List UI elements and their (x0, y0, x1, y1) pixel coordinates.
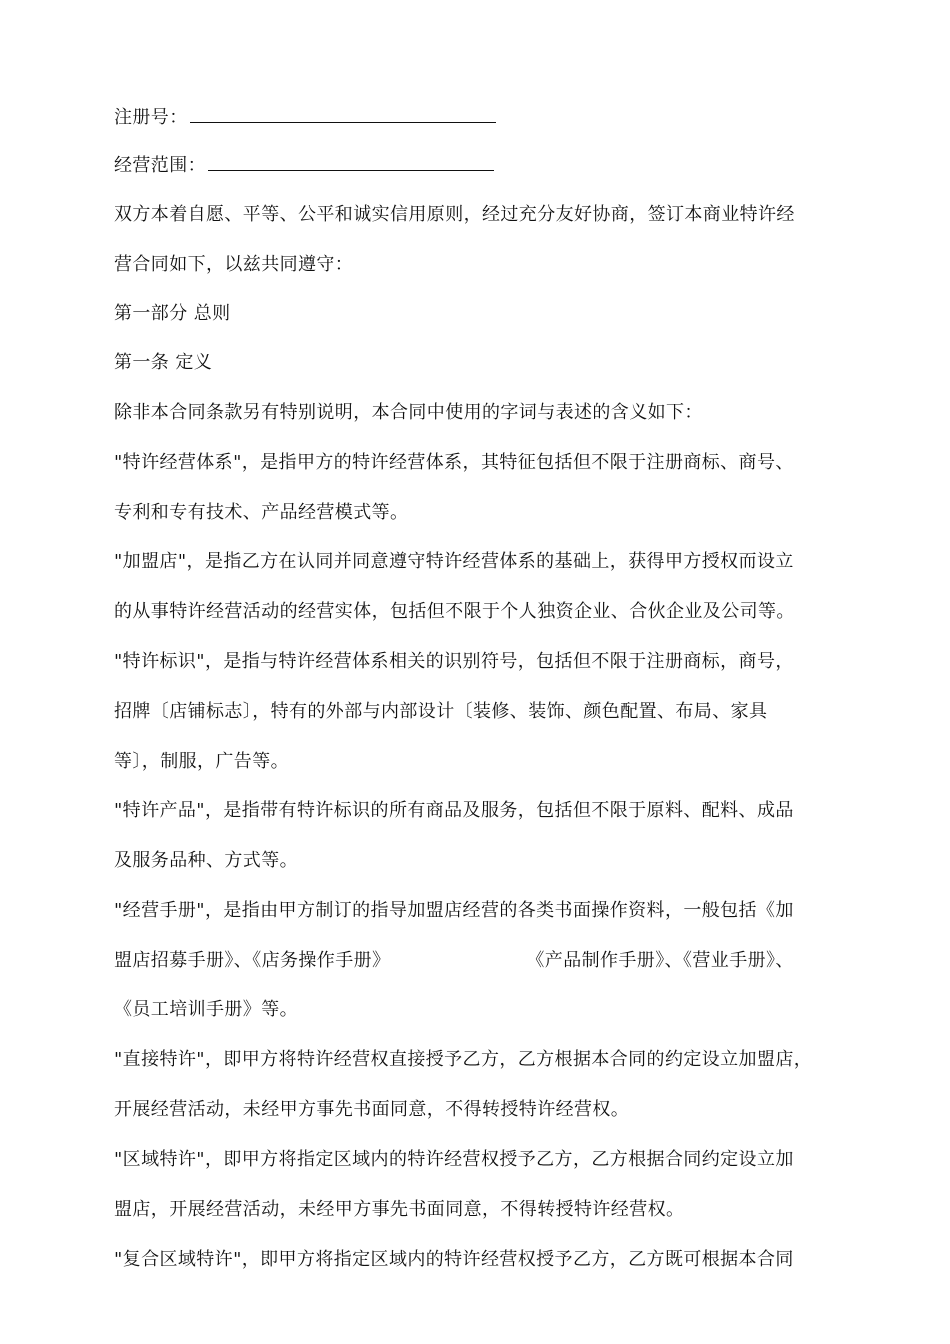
definition-system-line-2: 专利和专有技术、产品经营模式等。 (114, 502, 409, 523)
registration-number-line (114, 104, 496, 130)
business-scope-line (114, 152, 494, 178)
definition-mark-line-2: 招牌〔店铺标志〕，特有的外部与内部设计〔装修、装饰、颜色配置、布局、家具 (114, 701, 768, 722)
part-one-heading: 第一部分 总则 (114, 303, 231, 324)
definitions-intro: 除非本合同条款另有特别说明，本合同中使用的字词与表述的含义如下： (114, 402, 703, 423)
definition-mark-line-3: 等〕，制服，广告等。 (114, 751, 289, 772)
definition-store-line-1: "加盟店"，是指乙方在认同并同意遵守特许经营体系的基础上，获得甲方授权而设立 (114, 551, 794, 572)
business-scope-label: 经营范围： (114, 155, 206, 176)
registration-number-blank (190, 104, 496, 123)
manual-list-part-a: 盟店招募手册》、《店务操作手册》 (114, 950, 391, 971)
definition-manual-line-1: "经营手册"，是指由甲方制订的指导加盟店经营的各类书面操作资料，一般包括《加 (114, 900, 794, 921)
manual-list-part-b: 《产品制作手册》、《营业手册》、 (526, 950, 794, 971)
definition-regional-line-1: "区域特许"，即甲方将指定区域内的特许经营权授予乙方，乙方根据合同约定设立加 (114, 1149, 794, 1170)
definition-direct-line-2: 开展经营活动，未经甲方事先书面同意，不得转授特许经营权。 (114, 1099, 630, 1120)
definition-regional-line-2: 盟店，开展经营活动，未经甲方事先书面同意，不得转授特许经营权。 (114, 1199, 685, 1220)
business-scope-blank (208, 152, 494, 171)
registration-number-label: 注册号： (114, 107, 188, 128)
definition-product-line-1: "特许产品"，是指带有特许标识的所有商品及服务，包括但不限于原料、配料、成品 (114, 800, 794, 821)
definition-system-line-1: "特许经营体系"，是指甲方的特许经营体系，其特征包括但不限于注册商标、商号、 (114, 452, 794, 473)
definition-manual-line-2 (114, 949, 794, 973)
preamble-line-1: 双方本着自愿、平等、公平和诚实信用原则，经过充分友好协商，签订本商业特许经 (114, 204, 795, 225)
definition-composite-line-1: "复合区域特许"，即甲方将指定区域内的特许经营权授予乙方，乙方既可根据本合同 (114, 1249, 794, 1270)
definition-direct-line-1: "直接特许"，即甲方将特许经营权直接授予乙方，乙方根据本合同的约定设立加盟店， (114, 1049, 813, 1070)
definition-mark-line-1: "特许标识"，是指与特许经营体系相关的识别符号，包括但不限于注册商标，商号， (114, 651, 794, 672)
definition-product-line-2: 及服务品种、方式等。 (114, 850, 298, 871)
definition-store-line-2: 的从事特许经营活动的经营实体，包括但不限于个人独资企业、合伙企业及公司等。 (114, 601, 795, 622)
article-one-heading: 第一条 定义 (114, 352, 213, 373)
definition-manual-line-3: 《员工培训手册》等。 (114, 999, 298, 1020)
preamble-line-2: 营合同如下，以兹共同遵守： (114, 254, 354, 275)
